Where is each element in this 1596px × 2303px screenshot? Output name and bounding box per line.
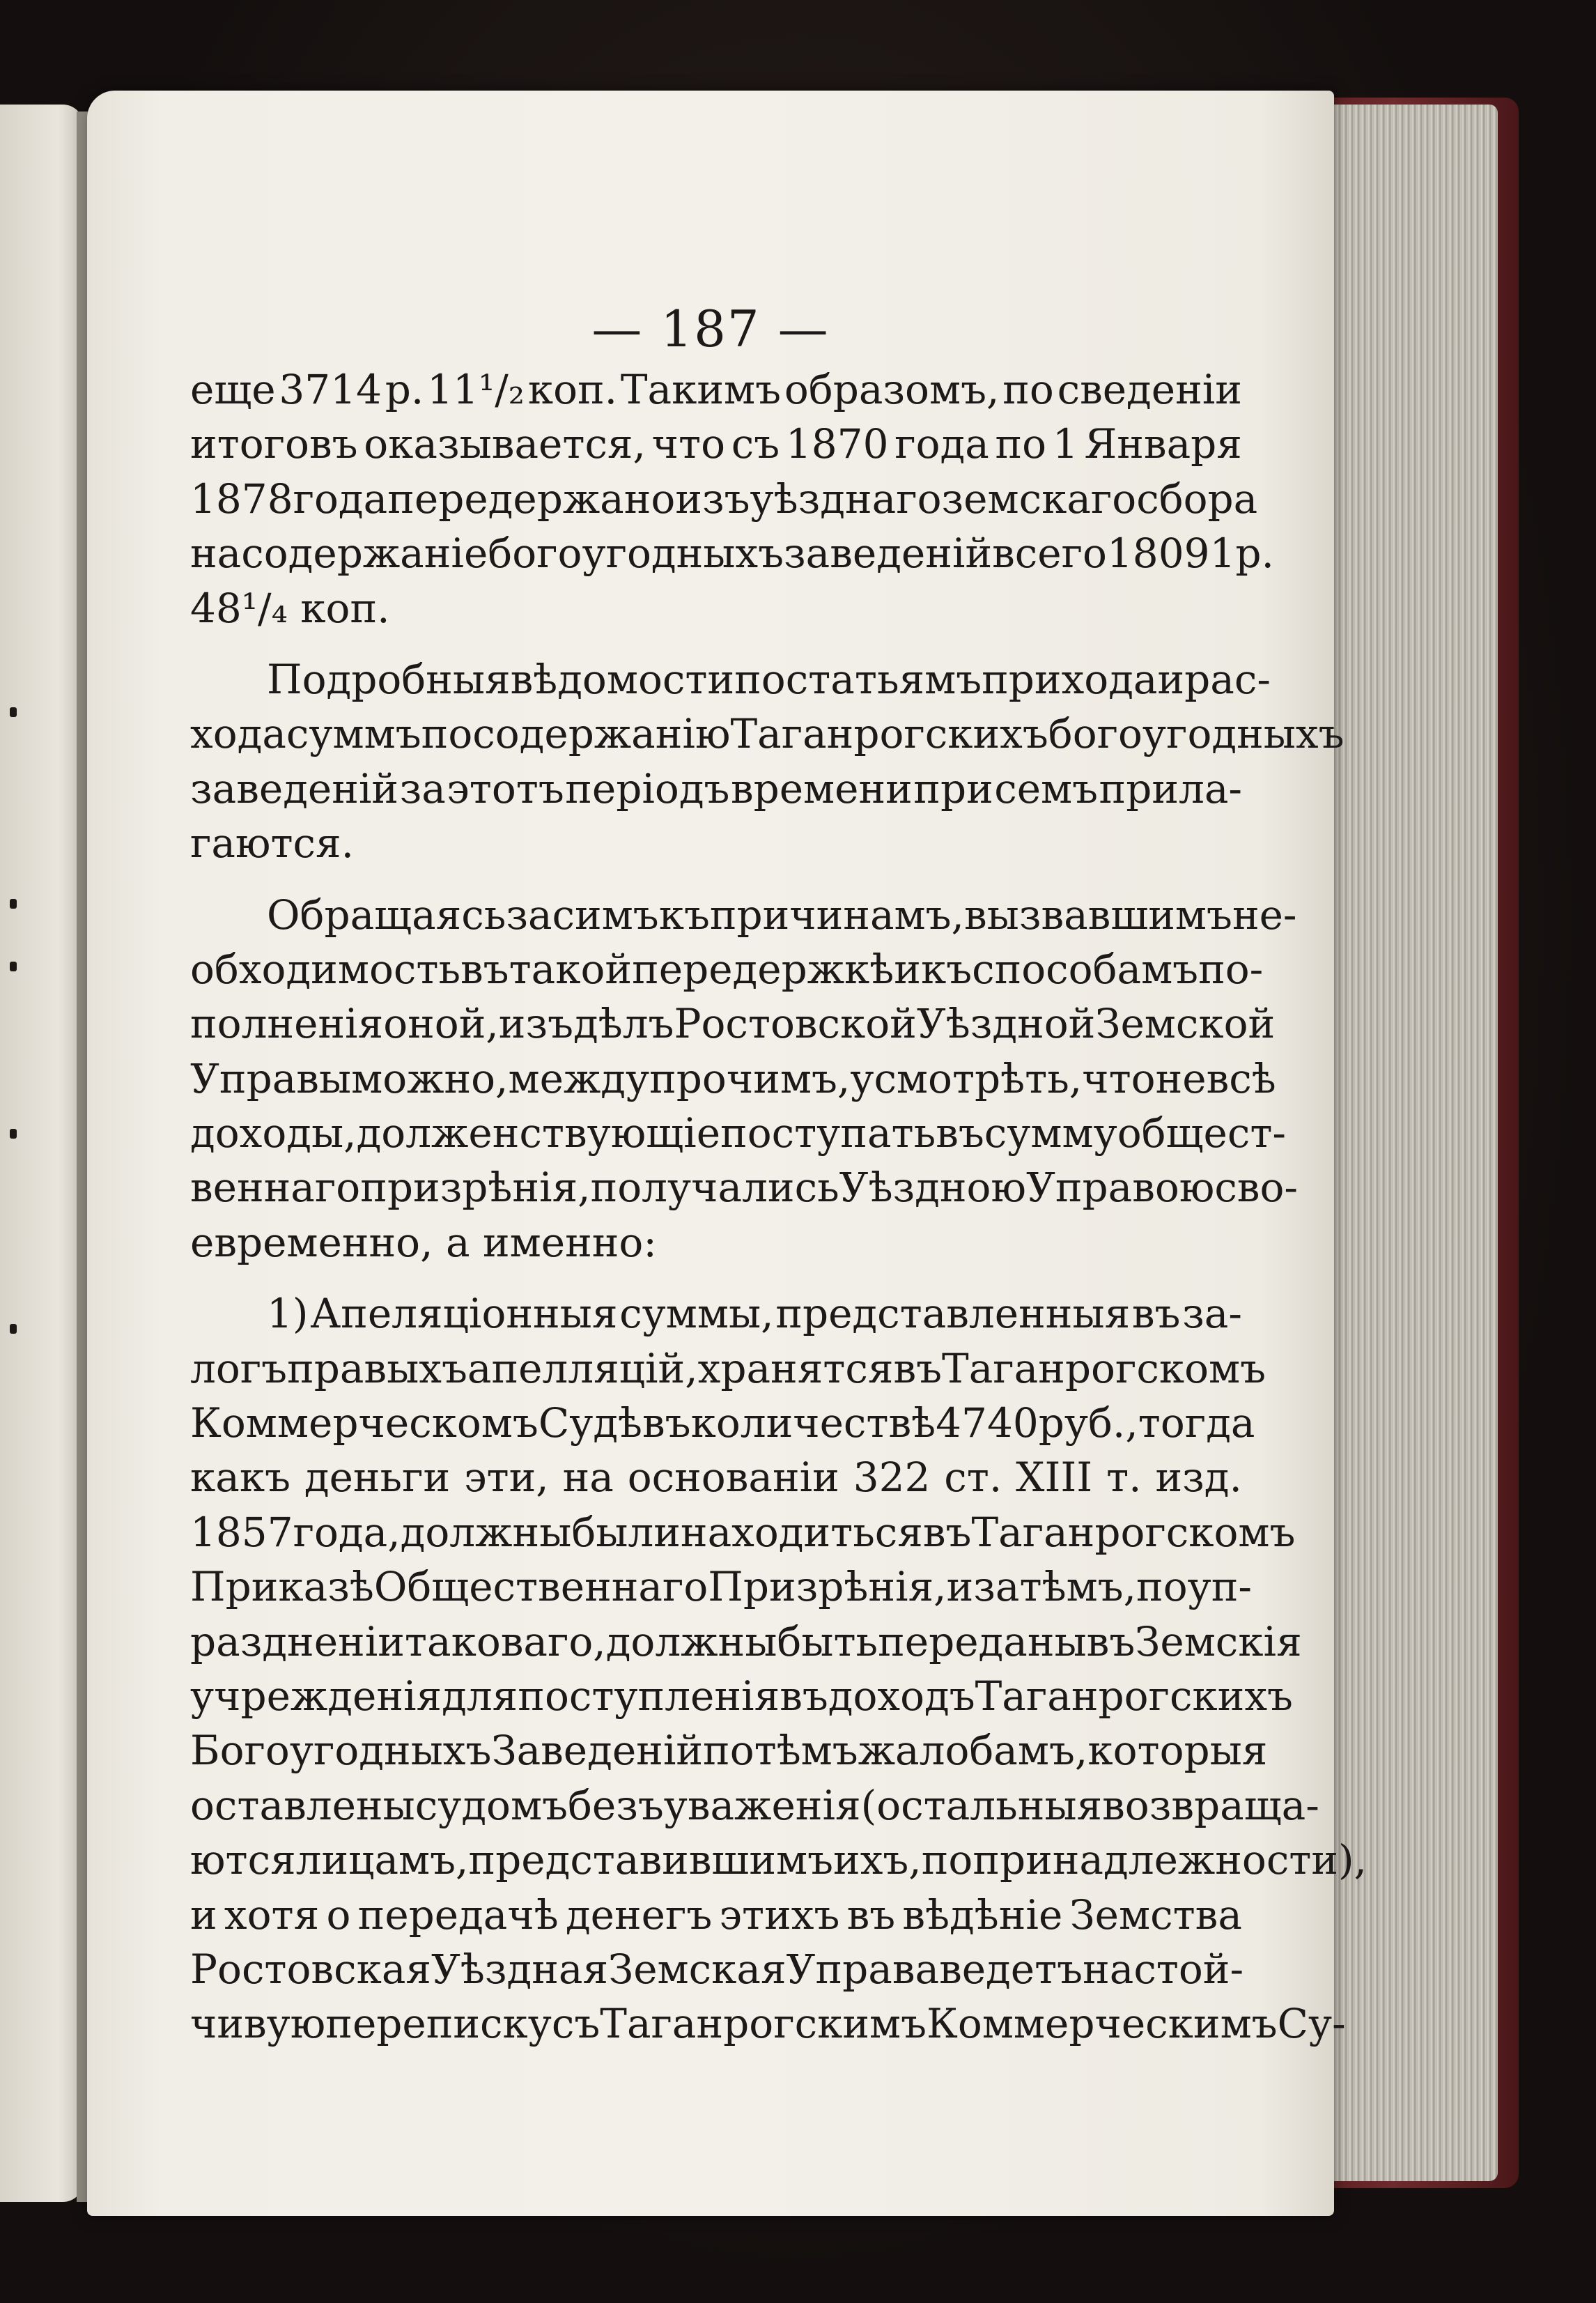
word: XIII <box>1016 1454 1093 1502</box>
word: оставлены <box>190 1781 415 1829</box>
word: въ <box>460 945 509 993</box>
word: переданы <box>878 1617 1087 1665</box>
word: получались <box>590 1164 839 1212</box>
word: логъ <box>190 1344 288 1392</box>
word: доходы, <box>190 1109 357 1157</box>
word: въ <box>1131 1290 1181 1338</box>
word: Подробныя <box>267 655 511 703</box>
text-line <box>190 581 1242 636</box>
word: по <box>1002 366 1054 413</box>
word: уп- <box>1187 1563 1252 1611</box>
word: сво- <box>1214 1164 1298 1212</box>
word: хода <box>190 710 286 758</box>
word: вѣдомости <box>510 655 735 703</box>
word: тогда <box>1138 1399 1255 1447</box>
word: призрѣнiя, <box>360 1164 591 1212</box>
word: (остальныя <box>860 1781 1103 1829</box>
word: хранятся <box>697 1344 894 1392</box>
word: учрежденiя <box>190 1672 442 1720</box>
word: еще <box>190 366 276 413</box>
word: эти, <box>464 1454 549 1502</box>
word: которыя <box>1087 1727 1268 1775</box>
word: р. <box>1235 530 1274 578</box>
word: образомъ, <box>784 366 1000 413</box>
word: итоговъ <box>190 420 358 468</box>
word: жалобамъ, <box>858 1727 1088 1775</box>
text-line <box>190 1215 1242 1270</box>
word: Апеляцiонныя <box>310 1290 618 1338</box>
word: представленныя <box>775 1290 1131 1338</box>
word: не <box>1155 1054 1207 1102</box>
word: Коммерческимъ <box>927 2000 1278 2048</box>
word: семъ <box>994 764 1099 812</box>
text-line <box>190 1778 1319 1833</box>
word: Обращаясь <box>267 891 506 939</box>
word: прочимъ, <box>649 1054 851 1102</box>
word: суммы, <box>619 1290 774 1338</box>
word: оной, <box>383 1000 499 1048</box>
word: поступать <box>720 1109 936 1157</box>
word: уваженiя <box>663 1781 861 1829</box>
word: 4740 <box>936 1399 1039 1447</box>
word: въ <box>1086 1617 1136 1665</box>
text-line <box>190 1942 1242 1996</box>
word: въ <box>846 1890 896 1939</box>
word: причинамъ, <box>709 891 964 939</box>
word: всего <box>992 530 1107 578</box>
word: по <box>1136 1563 1188 1611</box>
word: 1) <box>267 1290 309 1338</box>
word: 1857 <box>190 1508 293 1556</box>
word: всѣ <box>1206 1054 1276 1102</box>
word: полненiя <box>190 1000 384 1048</box>
word: рас- <box>1184 655 1271 703</box>
word: оказывается, <box>364 420 646 468</box>
word: содержанiю <box>472 710 731 758</box>
word: безъ <box>567 1781 664 1829</box>
word: за <box>506 891 552 939</box>
word: Управа <box>786 1945 940 1993</box>
word: чивую <box>190 2000 326 2048</box>
text-line <box>190 1505 1296 1559</box>
word: времени <box>730 764 913 812</box>
word: за <box>399 764 446 812</box>
word: съ <box>551 2000 601 2048</box>
word: Призрѣнiя, <box>708 1563 947 1611</box>
text-line <box>190 816 1242 870</box>
word: въ <box>780 1672 828 1720</box>
word: быть <box>777 1617 878 1665</box>
word: изд. <box>1155 1454 1242 1502</box>
word: правыхъ <box>287 1344 467 1392</box>
word: на <box>190 530 242 578</box>
text-line <box>190 652 1271 707</box>
word: перiодъ <box>565 764 730 812</box>
word: Управы <box>190 1054 352 1102</box>
word: судомъ <box>415 1781 568 1829</box>
text-line <box>190 762 1242 816</box>
word: по <box>703 1727 754 1775</box>
text-line <box>190 1669 1293 1723</box>
word: именно: <box>483 1218 657 1266</box>
word: къ <box>658 891 710 939</box>
word: въ <box>922 1508 972 1556</box>
word: деньги <box>304 1454 451 1502</box>
word: количествѣ <box>690 1399 936 1447</box>
margin-mark <box>10 899 17 909</box>
word: съ <box>731 420 780 468</box>
word: о <box>326 1890 351 1939</box>
word: по <box>421 710 473 758</box>
word: коп. <box>527 366 618 413</box>
word: способамъ <box>972 945 1199 993</box>
word: Уѣздная <box>431 1945 609 1993</box>
word: 322 <box>853 1454 931 1502</box>
page-text <box>190 362 1368 2051</box>
word: года, <box>293 1508 401 1556</box>
text-line <box>190 942 1264 996</box>
text-line <box>190 1341 1266 1396</box>
text-line <box>190 1396 1255 1450</box>
word: суммъ <box>286 710 421 758</box>
word: Заведенiй <box>491 1727 704 1775</box>
word: 48¹/₄ <box>190 584 301 632</box>
word: 1878 <box>190 475 293 523</box>
word: и <box>894 945 921 993</box>
word: богоугодныхъ <box>1048 710 1345 758</box>
word: какъ <box>190 1454 290 1502</box>
word: изъ <box>675 475 750 523</box>
word: 3714 <box>279 366 382 413</box>
text-line <box>190 1615 1302 1669</box>
word: Земская <box>608 1945 787 1993</box>
left-page-edge <box>0 105 84 2202</box>
word: дѣлъ <box>573 1000 674 1048</box>
text-line <box>190 1996 1346 2051</box>
word: сведенiи <box>1057 366 1242 413</box>
word: за- <box>1182 1290 1242 1338</box>
word: вѣдѣнiе <box>902 1890 1063 1939</box>
word: Таганрогскихъ <box>975 1672 1293 1720</box>
word: лицамъ, <box>295 1836 469 1884</box>
text-line <box>190 1106 1287 1160</box>
word: передержкѣ <box>632 945 894 993</box>
word: были <box>571 1508 681 1556</box>
word: Такимъ <box>620 366 782 413</box>
word: передачѣ <box>357 1890 559 1939</box>
word: и <box>190 1890 217 1939</box>
word: на <box>562 1454 614 1502</box>
word: заведенiй <box>190 764 399 812</box>
text-line <box>190 362 1242 417</box>
word: сбора <box>1136 475 1258 523</box>
word: статьямъ <box>785 655 982 703</box>
margin-mark <box>10 962 17 971</box>
word: не- <box>1232 891 1297 939</box>
text-line <box>190 526 1274 580</box>
word: принадлежности), <box>973 1836 1368 1884</box>
word: въ <box>936 1109 984 1157</box>
word: усмотрѣть, <box>850 1054 1083 1102</box>
text-line <box>190 1888 1242 1942</box>
word: года <box>293 475 388 523</box>
word: въ <box>893 1344 943 1392</box>
word: ст. <box>944 1454 1002 1502</box>
word: Ростовская <box>190 1945 431 1993</box>
word: земскаго <box>941 475 1137 523</box>
word: хотя <box>224 1890 320 1939</box>
word: должны <box>605 1617 777 1665</box>
word: денегъ <box>565 1890 713 1939</box>
word: ются <box>190 1836 296 1884</box>
word: Таганрогскихъ <box>730 710 1048 758</box>
margin-mark <box>10 1129 17 1139</box>
word: раздненiи <box>190 1617 405 1665</box>
word: богоугодныхъ <box>488 530 784 578</box>
word: таковаго, <box>404 1617 606 1665</box>
word: Приказѣ <box>190 1563 374 1611</box>
word: Ростовской <box>674 1000 917 1048</box>
word: Уѣздной <box>916 1000 1096 1048</box>
word: Таганрогскомъ <box>971 1508 1296 1556</box>
word: Земства <box>1069 1890 1242 1939</box>
word: общест- <box>1117 1109 1287 1157</box>
word: находиться <box>680 1508 923 1556</box>
word: при <box>913 764 993 812</box>
word: евременно, <box>190 1218 446 1266</box>
text-line <box>190 1052 1276 1106</box>
word: заведенiй <box>784 530 993 578</box>
word: т. <box>1106 1454 1142 1502</box>
page-number: — 187 — <box>591 300 830 358</box>
word: и <box>1157 655 1185 703</box>
word: представившимъ <box>468 1836 834 1884</box>
text-line <box>190 888 1297 942</box>
text-line <box>190 707 1345 761</box>
word: сумму <box>984 1109 1117 1157</box>
word: переписку <box>325 2000 552 2048</box>
word: основанiи <box>627 1454 839 1502</box>
word: Коммерческомъ <box>190 1399 539 1447</box>
word: Земскiя <box>1135 1617 1302 1665</box>
text-line <box>190 1723 1268 1778</box>
word: къ <box>920 945 973 993</box>
word: 11¹/₂ <box>427 366 525 413</box>
word: а <box>445 1218 483 1266</box>
word: обходимость <box>190 945 461 993</box>
word: руб., <box>1038 1399 1138 1447</box>
word: по <box>921 1836 973 1884</box>
word: доходъ <box>828 1672 975 1720</box>
word: содержанiе <box>241 530 488 578</box>
word: 18091 <box>1106 530 1236 578</box>
text-line <box>190 1450 1242 1504</box>
word: по <box>995 420 1047 468</box>
word: передержано <box>387 475 676 523</box>
word: такой <box>509 945 633 993</box>
word: года <box>894 420 989 468</box>
word: ведетъ <box>939 1945 1083 1993</box>
word: долженствующiе <box>356 1109 721 1157</box>
word: въ <box>642 1399 691 1447</box>
word: Судѣ <box>538 1399 643 1447</box>
word: что <box>651 420 726 468</box>
margin-mark <box>10 707 17 717</box>
word: Земской <box>1095 1000 1276 1048</box>
word: Управою <box>1025 1164 1215 1212</box>
word: возвраща- <box>1102 1781 1319 1829</box>
word: можно, <box>351 1054 509 1102</box>
word: Таганрогскимъ <box>600 2000 927 2048</box>
word: по <box>734 655 786 703</box>
word: ихъ, <box>833 1836 922 1884</box>
word: этотъ <box>447 764 564 812</box>
text-line <box>190 1559 1252 1614</box>
word: Общественнаго <box>373 1563 708 1611</box>
word: апелляцiй, <box>467 1344 698 1392</box>
word: гаются. <box>190 819 355 868</box>
word: поступленiя <box>518 1672 780 1720</box>
word: симъ <box>552 891 659 939</box>
text-line <box>190 996 1276 1051</box>
text-line <box>190 1160 1298 1215</box>
word: уѣзднаго <box>750 475 942 523</box>
word: Таганрогскомъ <box>942 1344 1266 1392</box>
word: Богоугодныхъ <box>190 1727 492 1775</box>
book-page <box>87 91 1368 2216</box>
word: между <box>508 1054 650 1102</box>
text-line <box>190 472 1258 526</box>
text-line <box>190 1286 1242 1341</box>
word: и <box>946 1563 974 1611</box>
word: изъ <box>498 1000 573 1048</box>
word: затѣмъ, <box>973 1563 1137 1611</box>
word: по- <box>1198 945 1264 993</box>
word: 1870 <box>785 420 889 468</box>
word: что <box>1082 1054 1156 1102</box>
word: настой- <box>1083 1945 1244 1993</box>
word: веннаго <box>190 1164 361 1212</box>
word: тѣмъ <box>754 1727 858 1775</box>
word: коп. <box>300 584 390 632</box>
text-line <box>190 1833 1368 1887</box>
word: Января <box>1084 420 1242 468</box>
text-line <box>190 417 1242 471</box>
word: 1 <box>1052 420 1078 468</box>
word: вызвавшимъ <box>964 891 1232 939</box>
word: для <box>442 1672 518 1720</box>
word: Су- <box>1277 2000 1346 2048</box>
word: р. <box>385 366 424 413</box>
word: этихъ <box>719 1890 840 1939</box>
margin-mark <box>10 1324 17 1334</box>
word: Уѣздною <box>839 1164 1026 1212</box>
word: должны <box>400 1508 572 1556</box>
word: прила- <box>1099 764 1242 812</box>
word: прихода <box>982 655 1158 703</box>
